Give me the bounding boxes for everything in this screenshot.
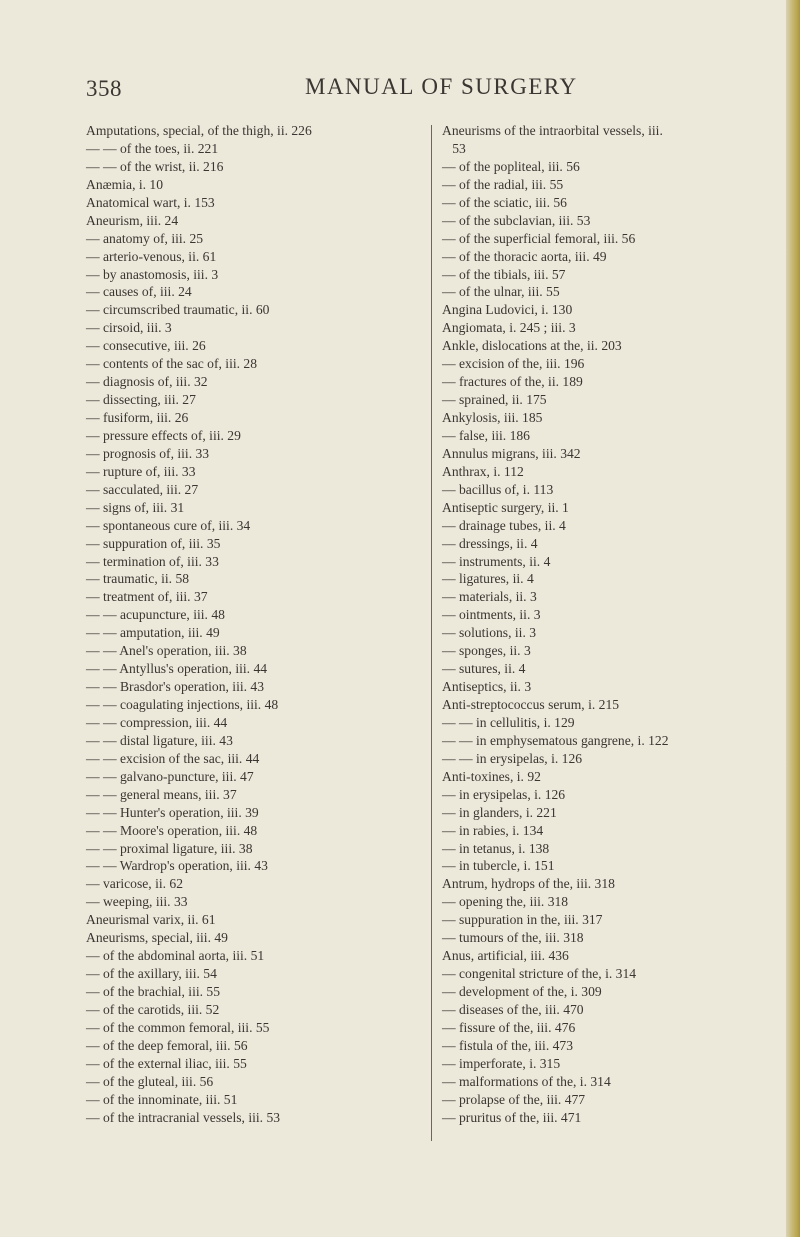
index-entry: — bacillus of, i. 113	[442, 481, 554, 497]
index-entry: — of the radial, iii. 55	[442, 176, 564, 192]
index-entry: — circumscribed traumatic, ii. 60	[86, 302, 270, 318]
index-entry: — — in emphysematous gangrene, i. 122	[442, 732, 669, 748]
index-entry: 53	[442, 140, 466, 156]
index-entry: — traumatic, ii. 58	[86, 571, 190, 587]
page-header	[0, 72, 786, 112]
index-entry: — consecutive, iii. 26	[86, 338, 206, 354]
index-entry: — by anastomosis, iii. 3	[86, 266, 219, 282]
page-edge	[786, 0, 800, 1237]
index-entry: — prognosis of, iii. 33	[86, 445, 210, 461]
index-entry: — in tubercle, i. 151	[442, 858, 555, 874]
index-entry: — malformations of the, i. 314	[442, 1073, 611, 1089]
index-entry: — instruments, ii. 4	[442, 553, 551, 569]
index-entry: — in glanders, i. 221	[442, 804, 557, 820]
index-entry: — of the axillary, iii. 54	[86, 966, 217, 982]
index-entry: Antiseptics, ii. 3	[442, 679, 532, 695]
index-entry: Anthrax, i. 112	[442, 463, 524, 479]
index-entry: — fistula of the, iii. 473	[442, 1037, 574, 1053]
index-entry: — pruritus of the, iii. 471	[442, 1109, 582, 1125]
index-entry: Aneurismal varix, ii. 61	[86, 912, 216, 928]
index-entry: — materials, ii. 3	[442, 589, 537, 605]
index-entry: — of the sciatic, iii. 56	[442, 194, 567, 210]
index-entry: — of the external iliac, iii. 55	[86, 1055, 247, 1071]
index-entry: — dissecting, iii. 27	[86, 392, 196, 408]
index-entry: — of the popliteal, iii. 56	[442, 158, 580, 174]
index-entry: — — Moore's operation, iii. 48	[86, 822, 258, 838]
index-entry: — — general means, iii. 37	[86, 786, 237, 802]
index-entry: — solutions, ii. 3	[442, 625, 537, 641]
index-entry: — pressure effects of, iii. 29	[86, 427, 241, 443]
index-entry: Anæmia, i. 10	[86, 176, 164, 192]
index-entry: — sutures, ii. 4	[442, 661, 526, 677]
index-entry: — diagnosis of, iii. 32	[86, 374, 208, 390]
index-entry: — of the brachial, iii. 55	[86, 984, 221, 999]
index-entry: — excision of the, iii. 196	[442, 356, 585, 372]
index-entry: — in rabies, i. 134	[442, 822, 544, 838]
index-entry: — of the innominate, iii. 51	[86, 1091, 238, 1107]
index-entry: — — Antyllus's operation, iii. 44	[86, 661, 268, 677]
index-entry: — — of the toes, ii. 221	[86, 140, 219, 156]
index-entry: — tumours of the, iii. 318	[442, 930, 584, 946]
index-entry: — false, iii. 186	[442, 427, 530, 443]
index-entry: — of the deep femoral, iii. 56	[86, 1037, 248, 1053]
index-entry: Anus, artificial, iii. 436	[442, 948, 569, 964]
index-entry: — — amputation, iii. 49	[86, 625, 220, 641]
index-entry: — weeping, iii. 33	[86, 894, 188, 910]
index-entry: — — in erysipelas, i. 126	[442, 750, 583, 766]
index-entry: Antiseptic surgery, ii. 1	[442, 499, 569, 515]
index-entry: — imperforate, i. 315	[442, 1055, 561, 1071]
index-entry: — — excision of the sac, iii. 44	[86, 750, 260, 766]
index-entry: — — compression, iii. 44	[86, 714, 228, 730]
index-entry: — — coagulating injections, iii. 48	[86, 697, 279, 712]
index-entry: Ankle, dislocations at the, ii. 203	[442, 338, 622, 354]
index-entry: — of the carotids, iii. 52	[86, 1001, 220, 1017]
index-entry: — suppuration of, iii. 35	[86, 535, 221, 551]
index-entry: — suppuration in the, iii. 317	[442, 912, 603, 928]
index-entry: Ankylosis, iii. 185	[442, 410, 543, 425]
index-entry: — fissure of the, iii. 476	[442, 1019, 576, 1035]
index-column-right	[442, 122, 780, 1127]
index-entry: — — galvano-puncture, iii. 47	[86, 768, 254, 784]
index-entry: — ligatures, ii. 4	[442, 571, 534, 587]
index-entry: — — Wardrop's operation, iii. 43	[86, 858, 268, 874]
index-entry: — of the tibials, iii. 57	[442, 266, 566, 282]
index-entry: — fusiform, iii. 26	[86, 410, 189, 425]
index-entry: — of the superficial femoral, iii. 56	[442, 230, 636, 246]
index-entry: — of the intracranial vessels, iii. 53	[86, 1109, 281, 1125]
index-entry: — contents of the sac of, iii. 28	[86, 356, 258, 372]
index-entry: — treatment of, iii. 37	[86, 589, 208, 605]
index-entry: — sprained, ii. 175	[442, 392, 547, 408]
index-entry: — — Anel's operation, iii. 38	[86, 643, 247, 659]
index-entry: Aneurisms, special, iii. 49	[86, 930, 228, 946]
index-entry: — signs of, iii. 31	[86, 499, 185, 515]
index-entry: — anatomy of, iii. 25	[86, 230, 204, 246]
index-entry: — of the ulnar, iii. 55	[442, 284, 560, 300]
index-entry: — of the common femoral, iii. 55	[86, 1019, 270, 1035]
column-divider	[431, 125, 432, 1141]
index-entry: — — proximal ligature, iii. 38	[86, 840, 253, 856]
index-entry: Annulus migrans, iii. 342	[442, 445, 581, 461]
index-entry: — opening the, iii. 318	[442, 894, 569, 910]
index-entry: — fractures of the, ii. 189	[442, 374, 583, 390]
index-entry: Aneurisms of the intraorbital vessels, iii.	[442, 123, 663, 138]
index-entry: — development of the, i. 309	[442, 984, 602, 999]
index-column-left	[86, 122, 426, 1127]
index-entry: — — Brasdor's operation, iii. 43	[86, 679, 265, 695]
index-entry: — of the thoracic aorta, iii. 49	[442, 248, 607, 264]
index-entry: — of the subclavian, iii. 53	[442, 212, 591, 228]
index-entry: Aneurism, iii. 24	[86, 212, 179, 228]
index-entry: — of the gluteal, iii. 56	[86, 1073, 214, 1089]
index-entry: — spontaneous cure of, iii. 34	[86, 517, 251, 533]
index-entry: — — distal ligature, iii. 43	[86, 732, 233, 748]
index-entry: — arterio-venous, ii. 61	[86, 248, 217, 264]
index-entry: — drainage tubes, ii. 4	[442, 517, 566, 533]
index-entry: — sacculated, iii. 27	[86, 481, 199, 497]
index-entry: — causes of, iii. 24	[86, 284, 192, 300]
page-number: 358	[86, 76, 122, 101]
index-entry: — congenital stricture of the, i. 314	[442, 966, 637, 982]
index-entry: — termination of, iii. 33	[86, 553, 219, 569]
index-entry: — varicose, ii. 62	[86, 876, 184, 892]
index-entry: — diseases of the, iii. 470	[442, 1001, 584, 1017]
index-entry: — rupture of, iii. 33	[86, 463, 196, 479]
index-entry: Amputations, special, of the thigh, ii. 226	[86, 123, 312, 138]
index-entry: — in tetanus, i. 138	[442, 840, 550, 856]
index-entry: — prolapse of the, iii. 477	[442, 1091, 586, 1107]
index-entry: — ointments, ii. 3	[442, 607, 541, 623]
index-entry: Anatomical wart, i. 153	[86, 194, 215, 210]
index-entry: — sponges, ii. 3	[442, 643, 531, 659]
index-entry: Anti-toxines, i. 92	[442, 768, 541, 784]
index-entry: — — in cellulitis, i. 129	[442, 714, 575, 730]
index-entry: — — acupuncture, iii. 48	[86, 607, 225, 623]
index-entry: — in erysipelas, i. 126	[442, 786, 566, 802]
index-entry: — of the abdominal aorta, iii. 51	[86, 948, 265, 964]
running-title: MANUAL OF SURGERY	[305, 74, 578, 99]
index-entry: Angina Ludovici, i. 130	[442, 302, 573, 318]
index-entry: Antrum, hydrops of the, iii. 318	[442, 876, 615, 892]
index-entry: Angiomata, i. 245 ; iii. 3	[442, 320, 576, 336]
index-entry: Anti-streptococcus serum, i. 215	[442, 697, 620, 712]
index-entry: — cirsoid, iii. 3	[86, 320, 172, 336]
index-entry: — dressings, ii. 4	[442, 535, 538, 551]
index-entry: — — Hunter's operation, iii. 39	[86, 804, 259, 820]
index-entry: — — of the wrist, ii. 216	[86, 158, 224, 174]
